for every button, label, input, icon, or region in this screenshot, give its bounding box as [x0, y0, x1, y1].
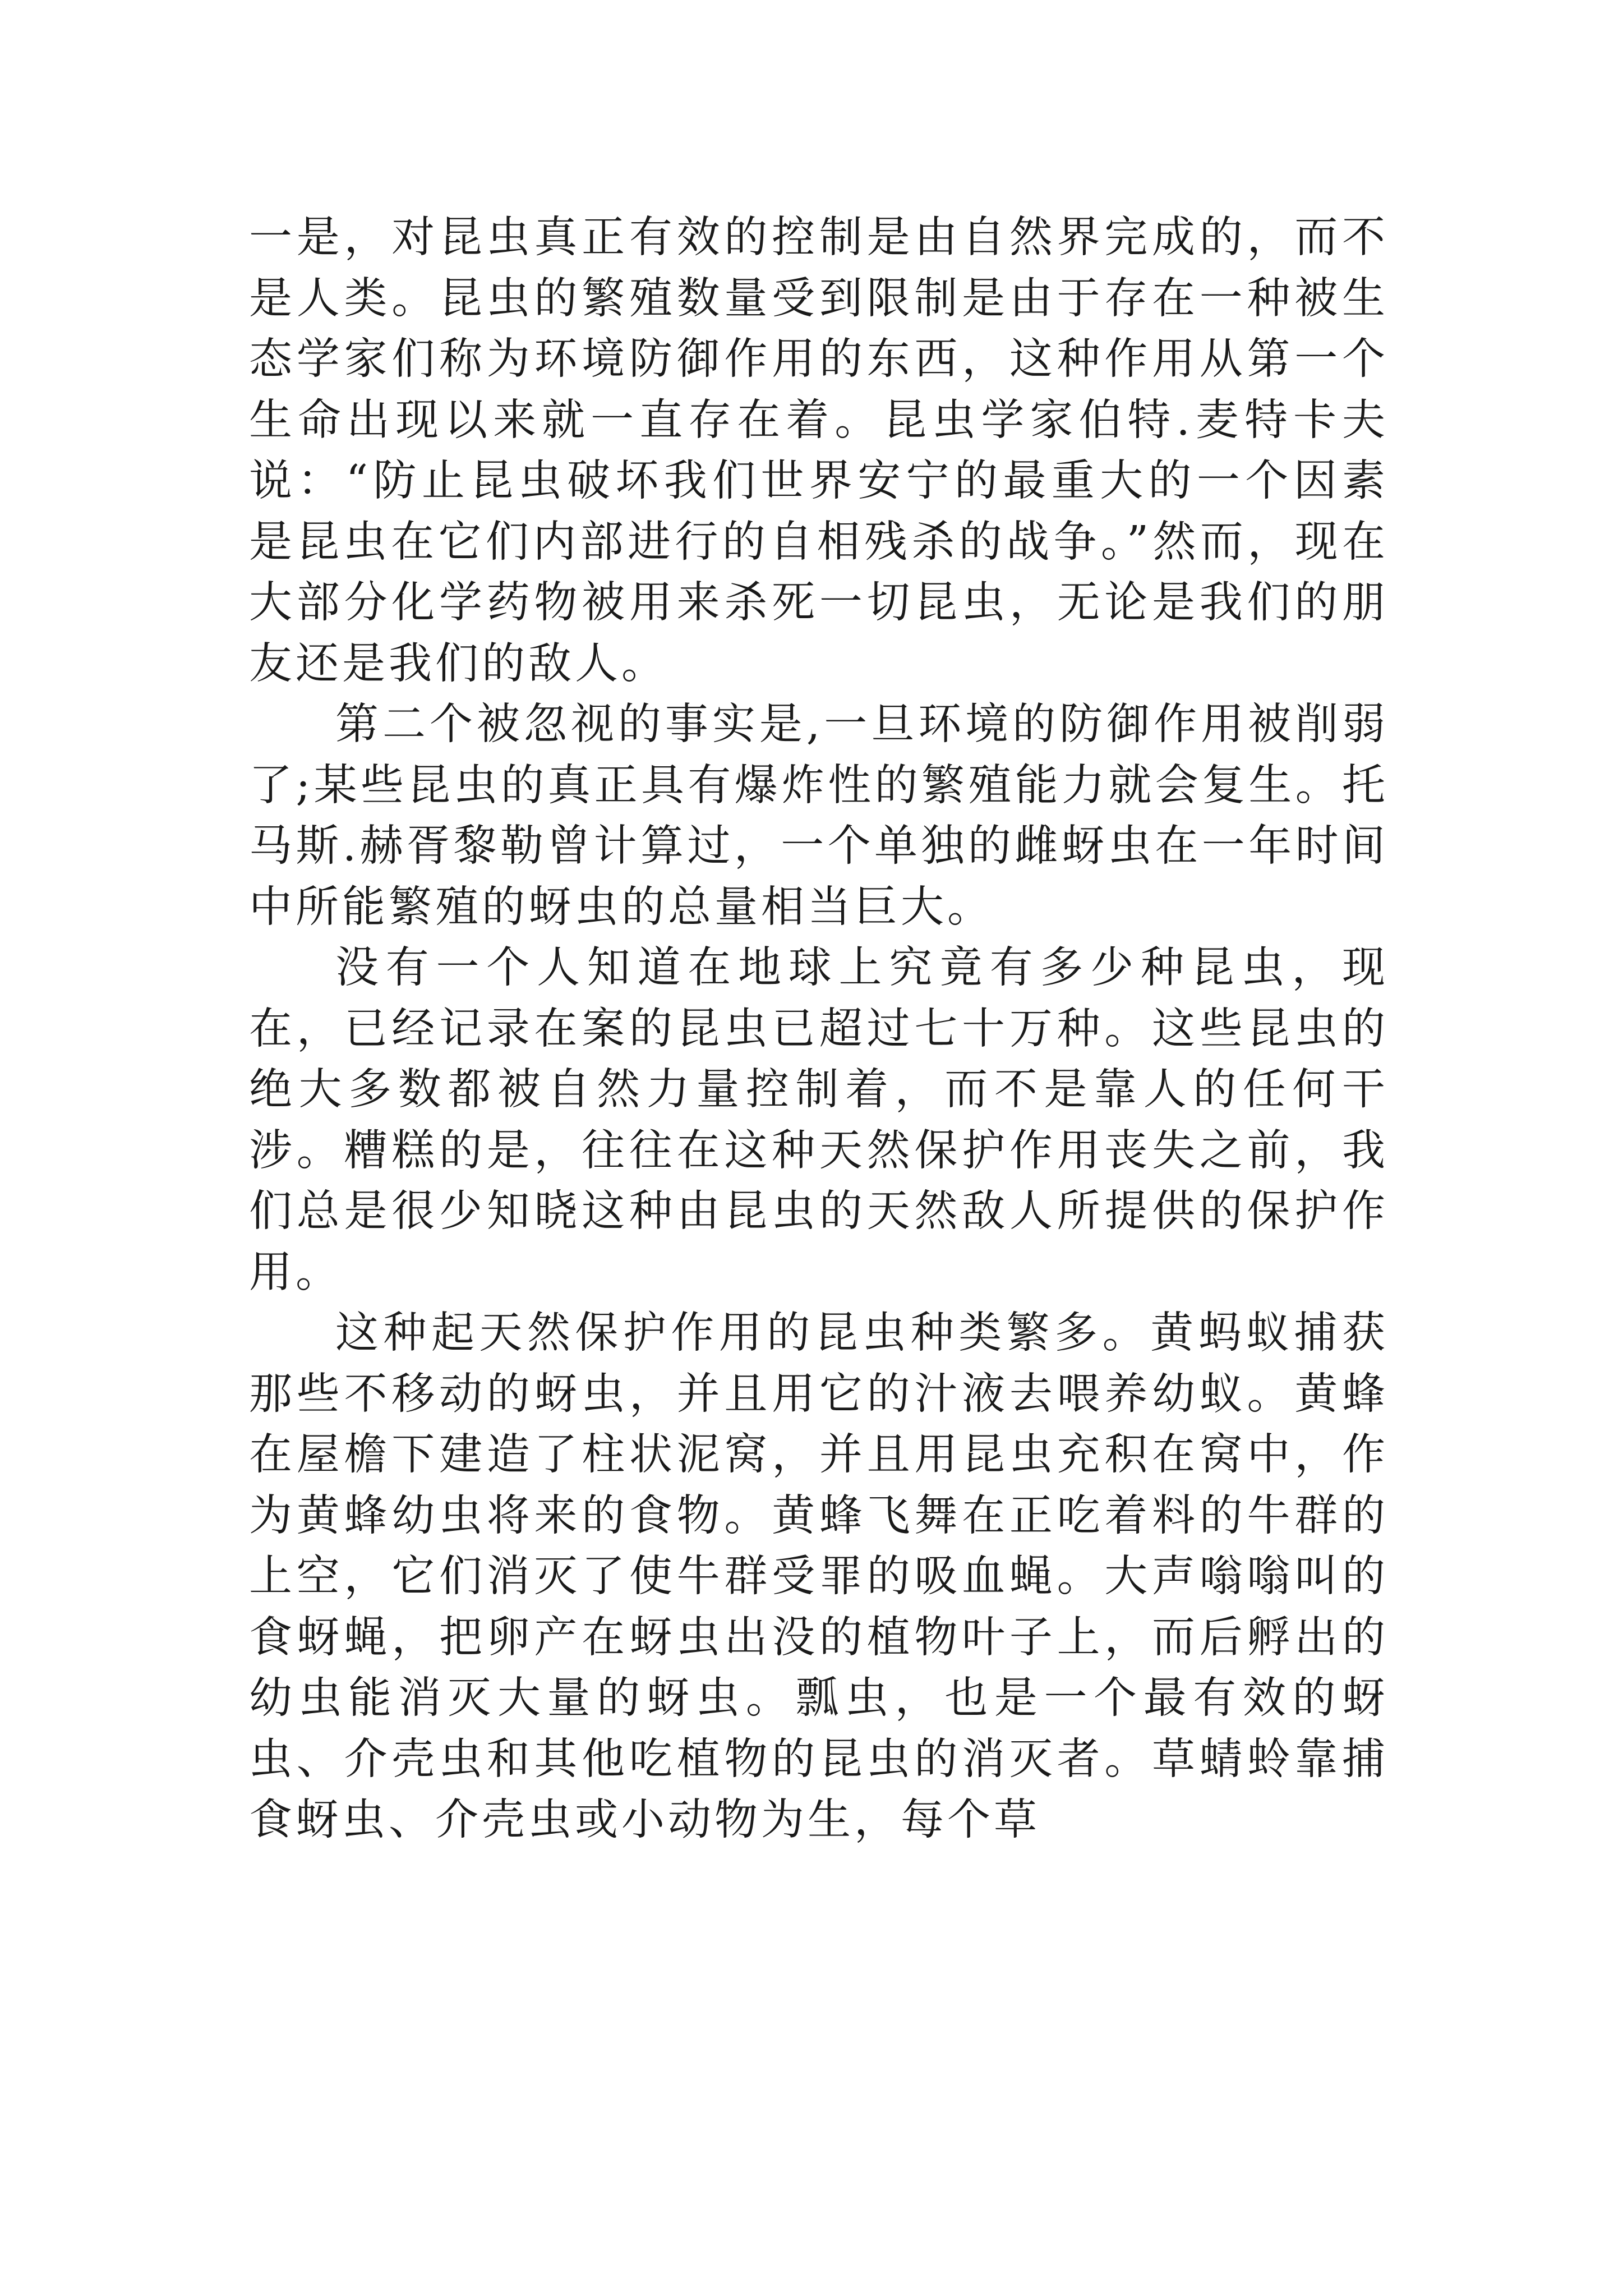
paragraph-3: 没有一个人知道在地球上究竟有多少种昆虫，现在，已经记录在案的昆虫已超过七十万种。这些昆虫的绝大多数都被自然力量控制着，而不是靠人的任何干涉。糟糕的是，往往在这种天然保护作用丧失之前，我们总是很少知晓这种由昆虫的天然敌人所提供的保护作用。	[249, 943, 1389, 1297]
paragraph-1: 一是，对昆虫真正有效的控制是由自然界完成的，而不是人类。昆虫的繁殖数量受到限制是由于存在一种被生态学家们称为环境防御作用的东西，这种作用从第一个生命出现以来就一直存在着。昆虫学家伯特.麦特卡夫说：“防止昆虫破坏我们世界安宁的最重大的一个因素是昆虫在它们内部进行的自相残杀的战争。”然而，现在大部分化学药物被用来杀死一切昆虫，无论是我们的朋友还是我们的敌人。	[249, 213, 1389, 689]
paragraph-2: 第二个被忽视的事实是,一旦环境的防御作用被削弱了;某些昆虫的真正具有爆炸性的繁殖能力就会复生。托马斯.赫胥黎勒曾计算过，一个单独的雌蚜虫在一年时间中所能繁殖的蚜虫的总量相当巨大。	[249, 700, 1389, 932]
paragraph-4: 这种起天然保护作用的昆虫种类繁多。黄蚂蚁捕获那些不移动的蚜虫，并且用它的汁液去喂养幼蚁。黄蜂在屋檐下建造了柱状泥窝，并且用昆虫充积在窝中，作为黄蜂幼虫将来的食物。黄蜂飞舞在正吃着料的牛群的上空，它们消灭了使牛群受罪的吸血蝇。大声嗡嗡叫的食蚜蝇，把卵产在蚜虫出没的植物叶子上，而后孵出的幼虫能消灭大量的蚜虫。瓢虫，也是一个最有效的蚜虫、介壳虫和其他吃植物的昆虫的消灭者。草蜻蛉靠捕食蚜虫、介壳虫或小动物为生，每个草	[249, 1308, 1389, 1845]
document-body	[249, 208, 1389, 1851]
